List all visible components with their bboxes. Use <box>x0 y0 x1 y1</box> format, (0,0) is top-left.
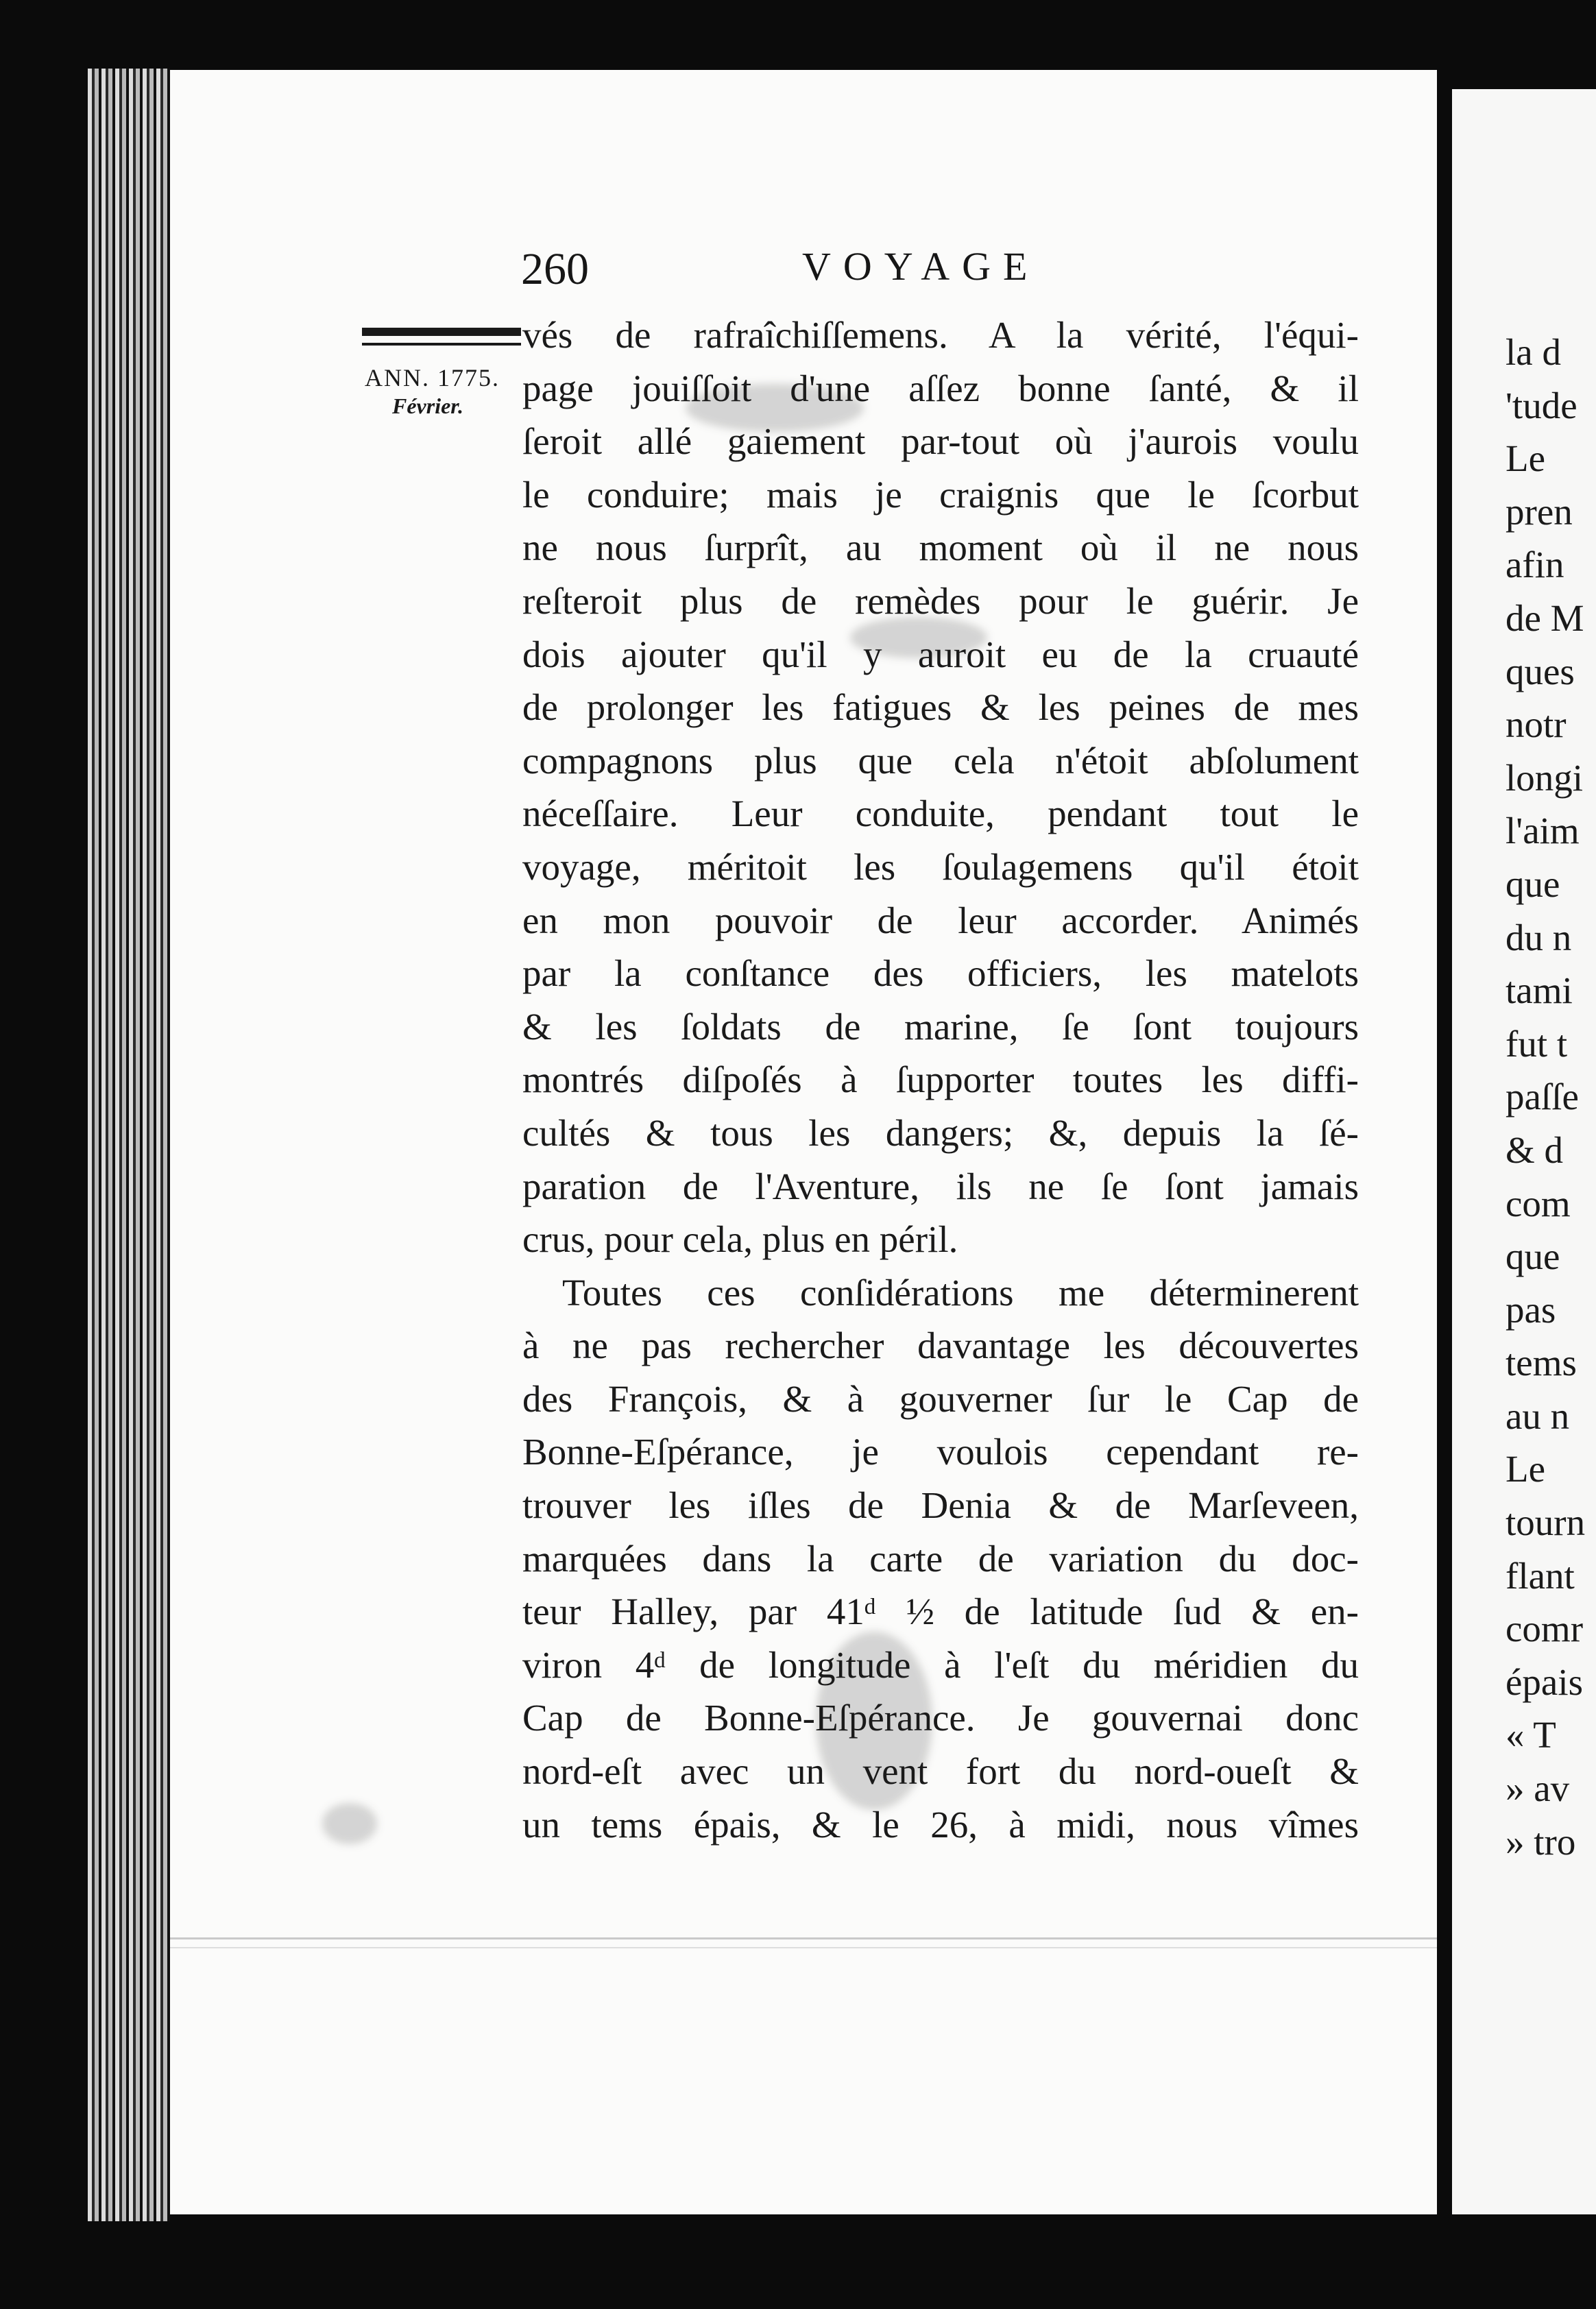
book-spine <box>88 69 170 2221</box>
right-text-line: » tro <box>1506 1820 1576 1863</box>
page-bottom-rule-thin <box>170 1947 1437 1948</box>
text-line: teur Halley, par 41ᵈ ½ de latitude ſud & en- <box>522 1591 1359 1633</box>
text-line: ne nous ſurprît, au moment où il ne nous <box>522 527 1359 569</box>
right-text-line: pren <box>1506 490 1573 533</box>
page-bottom-rule <box>170 1937 1437 1939</box>
right-text-line: du n <box>1506 916 1572 958</box>
page-header <box>521 243 1364 298</box>
body-text <box>522 309 1359 1851</box>
right-text-line: la d <box>1506 331 1561 373</box>
text-line: Bonne-Eſpérance, je voulois cependant re- <box>522 1431 1359 1473</box>
right-text-line: paſſe <box>1506 1076 1579 1118</box>
text-line: ſeroit allé gaiement par-tout où j'aurois voulu <box>522 420 1359 463</box>
right-text-line: flant <box>1506 1554 1575 1597</box>
right-text-line: tems <box>1506 1342 1577 1384</box>
right-text-line: « T <box>1506 1714 1556 1756</box>
text-line: des François, & à gouverner ſur le Cap de <box>522 1377 1359 1420</box>
text-line: de prolonger les fatigues & les peines de mes <box>522 686 1359 729</box>
header-rule-thin <box>362 343 521 346</box>
right-text-line: longi <box>1506 756 1584 799</box>
text-line: nord-eſt avec un vent fort du nord-oueſt & <box>522 1750 1359 1793</box>
right-text-line: épais <box>1506 1660 1584 1703</box>
right-text-line: tourn <box>1506 1501 1586 1544</box>
margin-note-year: ANN. 1775. <box>365 364 500 391</box>
header-rule <box>362 328 521 336</box>
text-line: voyage, méritoit les ſoulagemens qu'il étoit <box>522 845 1359 888</box>
text-line: dois ajouter qu'il y auroit eu de la cruauté <box>522 633 1359 675</box>
right-text-line: Le <box>1506 1448 1546 1490</box>
right-text-line: & d <box>1506 1128 1564 1171</box>
text-line: Cap de Bonne-Eſpérance. Je gouvernai donc <box>522 1697 1359 1739</box>
right-text-line: ques <box>1506 650 1575 692</box>
right-page-text <box>1506 326 1596 1868</box>
text-line: & les ſoldats de marine, ſe ſont toujours <box>522 1005 1359 1048</box>
text-line: montrés diſpoſés à ſupporter toutes les diffi- <box>522 1059 1359 1101</box>
right-text-line: comr <box>1506 1608 1584 1650</box>
right-text-line: de M <box>1506 596 1584 639</box>
right-text-line: 'tude <box>1506 384 1577 426</box>
text-line: reſteroit plus de remèdes pour le guérir. Je <box>522 579 1359 622</box>
ink-smudge <box>322 1803 377 1844</box>
text-line: néceſſaire. Leur conduite, pendant tout le <box>522 793 1359 835</box>
right-text-line: tami <box>1506 969 1573 1012</box>
right-text-line: afin <box>1506 544 1564 586</box>
right-text-line: que <box>1506 1235 1560 1278</box>
text-line: le conduire; mais je craignis que le ſcorbut <box>522 473 1359 516</box>
text-line: vés de rafraîchiſſemens. A la vérité, l'équi- <box>522 314 1359 356</box>
text-line: viron 4ᵈ de longitude à l'eſt du méridien du <box>522 1643 1359 1686</box>
text-line: en mon pouvoir de leur accorder. Animés <box>522 899 1359 941</box>
text-line: par la conſtance des officiers, les matelots <box>522 952 1359 995</box>
text-line: compagnons plus que cela n'étoit abſolument <box>522 739 1359 782</box>
text-line: page jouiſſoit d'une aſſez bonne ſanté, & il <box>522 367 1359 409</box>
text-line: paration de l'Aventure, ils ne ſe ſont jamais <box>522 1165 1359 1207</box>
right-text-line: l'aim <box>1506 810 1580 852</box>
text-line: Toutes ces conſidérations me déterminerent <box>562 1271 1359 1314</box>
right-text-line: au n <box>1506 1394 1570 1437</box>
right-text-line: notr <box>1506 703 1567 746</box>
text-line: crus, pour cela, plus en péril. <box>522 1218 958 1261</box>
right-text-line: » av <box>1506 1767 1570 1810</box>
running-head: VOYAGE <box>802 244 1040 289</box>
text-line: un tems épais, & le 26, à midi, nous vîmes <box>522 1803 1359 1846</box>
right-text-line: pas <box>1506 1288 1556 1331</box>
text-line: marquées dans la carte de variation du doc- <box>522 1537 1359 1580</box>
text-line: trouver les iſles de Denia & de Marſeveen, <box>522 1484 1359 1527</box>
margin-note-month: Février. <box>392 394 463 418</box>
right-text-line: Le <box>1506 437 1546 480</box>
right-text-line: que <box>1506 862 1560 905</box>
text-line: cultés & tous les dangers; &, depuis la ſé- <box>522 1111 1359 1154</box>
right-text-line: fut t <box>1506 1022 1568 1065</box>
text-line: à ne pas rechercher davantage les découvertes <box>522 1325 1359 1367</box>
right-text-line: com <box>1506 1182 1571 1224</box>
page-number: 260 <box>521 244 589 294</box>
